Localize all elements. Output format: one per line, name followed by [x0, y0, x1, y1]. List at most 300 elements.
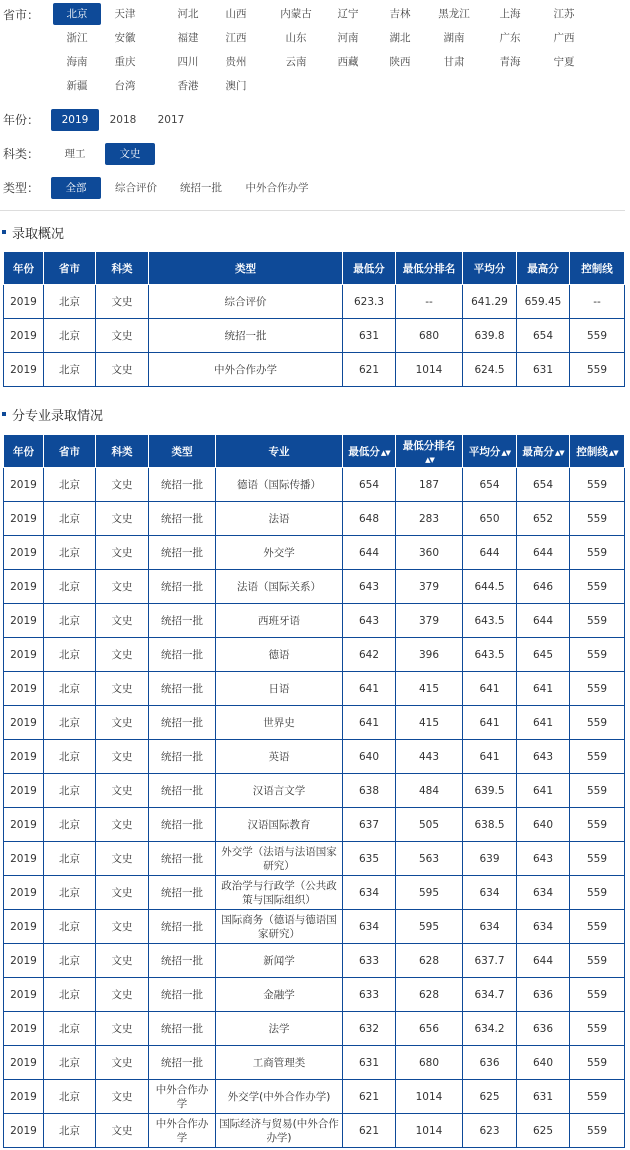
table-cell: 2019 — [4, 638, 44, 672]
table-cell: 2019 — [4, 604, 44, 638]
province-option[interactable]: 广西 — [553, 32, 575, 44]
sort-icon[interactable]: ▲▼ — [501, 448, 511, 457]
province-option[interactable]: 湖北 — [389, 32, 411, 44]
table-cell: 北京 — [44, 1080, 96, 1114]
table-cell: 外交学(中外合作办学) — [216, 1080, 343, 1114]
column-header: 科类 — [96, 435, 149, 468]
table-cell: 559 — [570, 672, 625, 706]
province-option[interactable]: 湖南 — [443, 32, 465, 44]
table-cell: 法语（国际关系） — [216, 570, 343, 604]
table-cell: 统招一批 — [149, 1046, 216, 1080]
table-cell: 628 — [396, 978, 463, 1012]
table-cell: 北京 — [44, 604, 96, 638]
table-cell: 德语 — [216, 638, 343, 672]
table-cell: 625 — [517, 1114, 570, 1148]
table-cell: 637 — [343, 808, 396, 842]
table-cell: 652 — [517, 502, 570, 536]
table-cell: 559 — [570, 502, 625, 536]
table-cell: 北京 — [44, 910, 96, 944]
table-cell: 文史 — [96, 774, 149, 808]
table-cell: 187 — [396, 468, 463, 502]
table-cell: 文史 — [96, 910, 149, 944]
province-option[interactable]: 河北 — [177, 8, 199, 20]
table-cell: 638 — [343, 774, 396, 808]
column-header: 省市 — [44, 252, 96, 285]
table-row — [4, 1080, 625, 1114]
table-cell: 563 — [396, 842, 463, 876]
table-cell: 世界史 — [216, 706, 343, 740]
table-row — [4, 353, 625, 387]
table-cell: 统招一批 — [149, 570, 216, 604]
table-cell: 379 — [396, 570, 463, 604]
type-option[interactable]: 统招一批 — [180, 182, 222, 194]
table-cell: 2019 — [4, 706, 44, 740]
table-cell: 法语 — [216, 502, 343, 536]
table-cell: 金融学 — [216, 978, 343, 1012]
column-header[interactable]: 控制线▲▼ — [570, 435, 625, 468]
table-cell: 统招一批 — [149, 536, 216, 570]
table-cell: 559 — [570, 319, 625, 353]
table-cell: 北京 — [44, 842, 96, 876]
province-option[interactable]: 青海 — [499, 56, 521, 68]
province-option[interactable]: 云南 — [285, 56, 307, 68]
table-cell: 625 — [463, 1080, 517, 1114]
table-cell: 644 — [343, 536, 396, 570]
province-option[interactable]: 江苏 — [553, 8, 575, 20]
table-cell: 北京 — [44, 570, 96, 604]
province-option[interactable]: 北京 — [53, 3, 101, 25]
table-cell: 统招一批 — [149, 740, 216, 774]
province-filter-label: 省市： — [3, 8, 40, 22]
table-cell: 文史 — [96, 672, 149, 706]
table-cell: 638.5 — [463, 808, 517, 842]
table-cell: 559 — [570, 910, 625, 944]
province-option[interactable]: 山东 — [285, 32, 307, 44]
table-cell: 559 — [570, 1114, 625, 1148]
table-cell: 2019 — [4, 536, 44, 570]
table-cell: 559 — [570, 604, 625, 638]
table-cell: 统招一批 — [149, 706, 216, 740]
table-cell: 559 — [570, 978, 625, 1012]
table-cell: 新闻学 — [216, 944, 343, 978]
table-cell: 统招一批 — [149, 502, 216, 536]
table-cell: 政治学与行政学（公共政策与国际组织） — [216, 876, 343, 910]
table-cell: 648 — [343, 502, 396, 536]
table-cell: 640 — [343, 740, 396, 774]
province-option[interactable]: 四川 — [177, 56, 199, 68]
table-row — [4, 1012, 625, 1046]
table-cell: 659.45 — [517, 285, 570, 319]
table-cell: 644 — [517, 604, 570, 638]
table-row — [4, 740, 625, 774]
table-row — [4, 285, 625, 319]
subject-option[interactable]: 理工 — [64, 148, 86, 160]
type-option[interactable]: 综合评价 — [115, 182, 157, 194]
table-cell: 643.5 — [463, 604, 517, 638]
table-cell: 统招一批 — [149, 672, 216, 706]
subject-option[interactable]: 文史 — [105, 143, 155, 165]
table-cell: 文史 — [96, 944, 149, 978]
table-cell: 559 — [570, 808, 625, 842]
table-cell: 统招一批 — [149, 638, 216, 672]
table-row — [4, 604, 625, 638]
province-option[interactable]: 山西 — [225, 8, 247, 20]
table-cell: -- — [570, 285, 625, 319]
table-cell: 641 — [517, 774, 570, 808]
table-row — [4, 319, 625, 353]
table-cell: 北京 — [44, 285, 96, 319]
table-cell: 文史 — [96, 740, 149, 774]
table-cell: 2019 — [4, 978, 44, 1012]
table-cell: 632 — [343, 1012, 396, 1046]
column-header: 专业 — [216, 435, 343, 468]
table-cell: 统招一批 — [149, 468, 216, 502]
table-cell: 636 — [463, 1046, 517, 1080]
table-cell: 623 — [463, 1114, 517, 1148]
table-cell: 统招一批 — [149, 604, 216, 638]
table-cell: 644 — [517, 536, 570, 570]
table-cell: 2019 — [4, 502, 44, 536]
province-option[interactable]: 江西 — [225, 32, 247, 44]
table-cell: 559 — [570, 570, 625, 604]
table-cell: 2019 — [4, 774, 44, 808]
table-cell: 641 — [343, 706, 396, 740]
table-cell: 法学 — [216, 1012, 343, 1046]
table-cell: 统招一批 — [149, 910, 216, 944]
table-cell: 641 — [463, 740, 517, 774]
column-header[interactable]: 最低分排名▲▼ — [396, 435, 463, 468]
table-cell: 559 — [570, 740, 625, 774]
table-cell: 中外合作办学 — [149, 1114, 216, 1148]
table-cell: 统招一批 — [149, 842, 216, 876]
table-cell: 文史 — [96, 842, 149, 876]
table-cell: 统招一批 — [149, 876, 216, 910]
table-cell: 文史 — [96, 876, 149, 910]
table-cell: 工商管理类 — [216, 1046, 343, 1080]
table-cell: 641 — [463, 706, 517, 740]
table-cell: 1014 — [396, 353, 463, 387]
table-cell: 654 — [517, 319, 570, 353]
table-cell: 文史 — [96, 978, 149, 1012]
table-cell: 634 — [517, 910, 570, 944]
province-option[interactable]: 福建 — [177, 32, 199, 44]
bullet-icon — [2, 412, 6, 416]
table-cell: 汉语言文学 — [216, 774, 343, 808]
table-cell: 680 — [396, 319, 463, 353]
subject-filter-label: 科类： — [3, 147, 40, 161]
column-header[interactable]: 最高分▲▼ — [517, 435, 570, 468]
table-row — [4, 876, 625, 910]
column-header: 类型 — [149, 252, 343, 285]
table-cell: 2019 — [4, 319, 44, 353]
table-cell: 641 — [517, 706, 570, 740]
column-header: 最低分 — [343, 252, 396, 285]
table-cell: 559 — [570, 876, 625, 910]
table-cell: 文史 — [96, 468, 149, 502]
table-cell: 654 — [517, 468, 570, 502]
table-cell: 北京 — [44, 808, 96, 842]
column-header: 平均分 — [463, 252, 517, 285]
table-cell: 北京 — [44, 536, 96, 570]
table-cell: 621 — [343, 1114, 396, 1148]
table-cell: 559 — [570, 706, 625, 740]
table-cell: 北京 — [44, 1046, 96, 1080]
table-cell: 文史 — [96, 808, 149, 842]
province-option[interactable]: 西藏 — [337, 56, 359, 68]
table-cell: 2019 — [4, 808, 44, 842]
table-cell: 统招一批 — [149, 808, 216, 842]
divider — [0, 210, 625, 211]
bullet-icon — [2, 230, 6, 234]
table-row — [4, 570, 625, 604]
table-row — [4, 774, 625, 808]
table-cell: 559 — [570, 774, 625, 808]
table-cell: 文史 — [96, 353, 149, 387]
table-cell: 2019 — [4, 944, 44, 978]
table-cell: 外交学 — [216, 536, 343, 570]
province-option[interactable]: 台湾 — [114, 80, 136, 92]
column-header[interactable]: 平均分▲▼ — [463, 435, 517, 468]
table-cell: 634.2 — [463, 1012, 517, 1046]
table-cell: 外交学（法语与法语国家研究） — [216, 842, 343, 876]
table-row — [4, 706, 625, 740]
table-cell: 631 — [517, 353, 570, 387]
column-header: 科类 — [96, 252, 149, 285]
table-cell: 643 — [343, 570, 396, 604]
table-cell: 643 — [517, 842, 570, 876]
table-cell: 德语（国际传播） — [216, 468, 343, 502]
column-header: 类型 — [149, 435, 216, 468]
table-cell: 文史 — [96, 1012, 149, 1046]
sort-icon[interactable]: ▲▼ — [608, 448, 618, 457]
table-cell: 650 — [463, 502, 517, 536]
table-cell: 595 — [396, 910, 463, 944]
table-cell: 北京 — [44, 672, 96, 706]
sort-icon[interactable]: ▲▼ — [425, 455, 434, 464]
table-cell: 北京 — [44, 774, 96, 808]
table-cell: 646 — [517, 570, 570, 604]
province-option[interactable]: 辽宁 — [337, 8, 359, 20]
table-cell: 北京 — [44, 319, 96, 353]
column-header: 最高分 — [517, 252, 570, 285]
table-cell: 中外合作办学 — [149, 1080, 216, 1114]
table-cell: 2019 — [4, 1080, 44, 1114]
table-cell: 1014 — [396, 1080, 463, 1114]
year-option[interactable]: 2019 — [51, 109, 99, 131]
table-cell: 北京 — [44, 502, 96, 536]
table-cell: 统招一批 — [149, 774, 216, 808]
province-option[interactable]: 吉林 — [389, 8, 411, 20]
table-cell: 396 — [396, 638, 463, 672]
table-cell: 633 — [343, 944, 396, 978]
table-cell: 北京 — [44, 1012, 96, 1046]
province-option[interactable]: 香港 — [177, 80, 199, 92]
table-cell: 汉语国际教育 — [216, 808, 343, 842]
table-cell: 统招一批 — [149, 1012, 216, 1046]
table-cell: 654 — [343, 468, 396, 502]
table-cell: 文史 — [96, 706, 149, 740]
table-cell: 国际经济与贸易(中外合作办学) — [216, 1114, 343, 1148]
table-cell: 643 — [343, 604, 396, 638]
table-cell: 文史 — [96, 638, 149, 672]
province-option[interactable]: 内蒙古 — [280, 8, 312, 20]
table-cell: 文史 — [96, 604, 149, 638]
table-cell: 634 — [517, 876, 570, 910]
table-cell: 1014 — [396, 1114, 463, 1148]
table-cell: 415 — [396, 706, 463, 740]
table-cell: 645 — [517, 638, 570, 672]
type-option[interactable]: 中外合作办学 — [245, 182, 309, 194]
column-header: 年份 — [4, 435, 44, 468]
table-cell: 680 — [396, 1046, 463, 1080]
province-option[interactable]: 安徽 — [114, 32, 136, 44]
table-cell: 379 — [396, 604, 463, 638]
table-cell: 2019 — [4, 353, 44, 387]
overview-title-text: 录取概况 — [12, 226, 65, 242]
table-cell: 文史 — [96, 502, 149, 536]
table-cell: 统招一批 — [149, 319, 343, 353]
majors-section-title — [2, 405, 103, 423]
table-cell: 北京 — [44, 468, 96, 502]
table-cell: 505 — [396, 808, 463, 842]
table-cell: 日语 — [216, 672, 343, 706]
table-cell: 559 — [570, 1046, 625, 1080]
table-cell: 637.7 — [463, 944, 517, 978]
table-cell: 2019 — [4, 910, 44, 944]
table-cell: 635 — [343, 842, 396, 876]
table-cell: 统招一批 — [149, 978, 216, 1012]
year-option[interactable]: 2018 — [109, 114, 137, 126]
table-cell: 2019 — [4, 1046, 44, 1080]
table-cell: 2019 — [4, 842, 44, 876]
table-cell: 559 — [570, 468, 625, 502]
table-cell: 统招一批 — [149, 944, 216, 978]
type-option[interactable]: 全部 — [51, 177, 101, 199]
column-header: 最低分排名 — [396, 252, 463, 285]
table-cell: 641 — [343, 672, 396, 706]
table-cell: 2019 — [4, 876, 44, 910]
majors-table — [3, 434, 625, 1148]
table-row — [4, 944, 625, 978]
table-cell: 484 — [396, 774, 463, 808]
table-cell: 643 — [517, 740, 570, 774]
province-option[interactable]: 天津 — [114, 8, 136, 20]
table-cell: 624.5 — [463, 353, 517, 387]
province-option[interactable]: 贵州 — [225, 56, 247, 68]
table-row — [4, 1046, 625, 1080]
province-option[interactable]: 澳门 — [225, 80, 247, 92]
province-option[interactable]: 海南 — [66, 56, 88, 68]
province-option[interactable]: 广东 — [499, 32, 521, 44]
column-header: 控制线 — [570, 252, 625, 285]
type-filter-label: 类型： — [3, 181, 40, 195]
table-row — [4, 536, 625, 570]
sort-icon[interactable]: ▲▼ — [380, 448, 390, 457]
table-cell: 641 — [517, 672, 570, 706]
majors-title-text: 分专业录取情况 — [12, 408, 104, 424]
overview-table — [3, 251, 625, 387]
table-cell: 640 — [517, 1046, 570, 1080]
table-cell: 634 — [343, 876, 396, 910]
province-option[interactable]: 黑龙江 — [438, 8, 470, 20]
table-cell: 283 — [396, 502, 463, 536]
table-cell: 文史 — [96, 1114, 149, 1148]
table-cell: 631 — [343, 1046, 396, 1080]
table-cell: 2019 — [4, 468, 44, 502]
table-cell: 559 — [570, 1080, 625, 1114]
table-cell: 634 — [343, 910, 396, 944]
table-cell: 639.8 — [463, 319, 517, 353]
table-cell: 559 — [570, 536, 625, 570]
table-cell: 2019 — [4, 672, 44, 706]
table-cell: 2019 — [4, 285, 44, 319]
year-filter-label: 年份： — [3, 113, 40, 127]
table-cell: 628 — [396, 944, 463, 978]
table-row — [4, 842, 625, 876]
table-cell: 415 — [396, 672, 463, 706]
table-cell: 644 — [517, 944, 570, 978]
table-cell: 559 — [570, 1012, 625, 1046]
table-cell: 北京 — [44, 1114, 96, 1148]
table-cell: 559 — [570, 353, 625, 387]
province-option[interactable]: 河南 — [337, 32, 359, 44]
table-cell: 2019 — [4, 570, 44, 604]
table-cell: 621 — [343, 1080, 396, 1114]
table-cell: 文史 — [96, 285, 149, 319]
table-row — [4, 502, 625, 536]
overview-section-title — [2, 223, 64, 241]
year-option[interactable]: 2017 — [157, 114, 185, 126]
province-option[interactable]: 陕西 — [389, 56, 411, 68]
table-cell: 644 — [463, 536, 517, 570]
table-cell: -- — [396, 285, 463, 319]
province-option[interactable]: 甘肃 — [443, 56, 465, 68]
table-cell: 623.3 — [343, 285, 396, 319]
table-cell: 北京 — [44, 740, 96, 774]
province-option[interactable]: 浙江 — [66, 32, 88, 44]
table-cell: 北京 — [44, 978, 96, 1012]
province-option[interactable]: 上海 — [499, 8, 521, 20]
column-header: 年份 — [4, 252, 44, 285]
table-cell: 643.5 — [463, 638, 517, 672]
table-cell: 文史 — [96, 570, 149, 604]
table-row — [4, 468, 625, 502]
table-cell: 2019 — [4, 740, 44, 774]
sort-icon[interactable]: ▲▼ — [554, 448, 564, 457]
table-cell: 文史 — [96, 1080, 149, 1114]
table-row — [4, 978, 625, 1012]
column-header: 省市 — [44, 435, 96, 468]
table-cell: 641.29 — [463, 285, 517, 319]
table-row — [4, 910, 625, 944]
table-row — [4, 1114, 625, 1148]
table-cell: 559 — [570, 842, 625, 876]
table-cell: 631 — [517, 1080, 570, 1114]
table-cell: 636 — [517, 1012, 570, 1046]
table-cell: 2019 — [4, 1114, 44, 1148]
province-option[interactable]: 重庆 — [114, 56, 136, 68]
table-cell: 文史 — [96, 319, 149, 353]
table-row — [4, 638, 625, 672]
province-option[interactable]: 宁夏 — [553, 56, 575, 68]
table-row — [4, 672, 625, 706]
table-cell: 639 — [463, 842, 517, 876]
table-cell: 北京 — [44, 353, 96, 387]
table-cell: 国际商务（德语与德语国家研究） — [216, 910, 343, 944]
table-cell: 642 — [343, 638, 396, 672]
column-header[interactable]: 最低分▲▼ — [343, 435, 396, 468]
province-option[interactable]: 新疆 — [66, 80, 88, 92]
